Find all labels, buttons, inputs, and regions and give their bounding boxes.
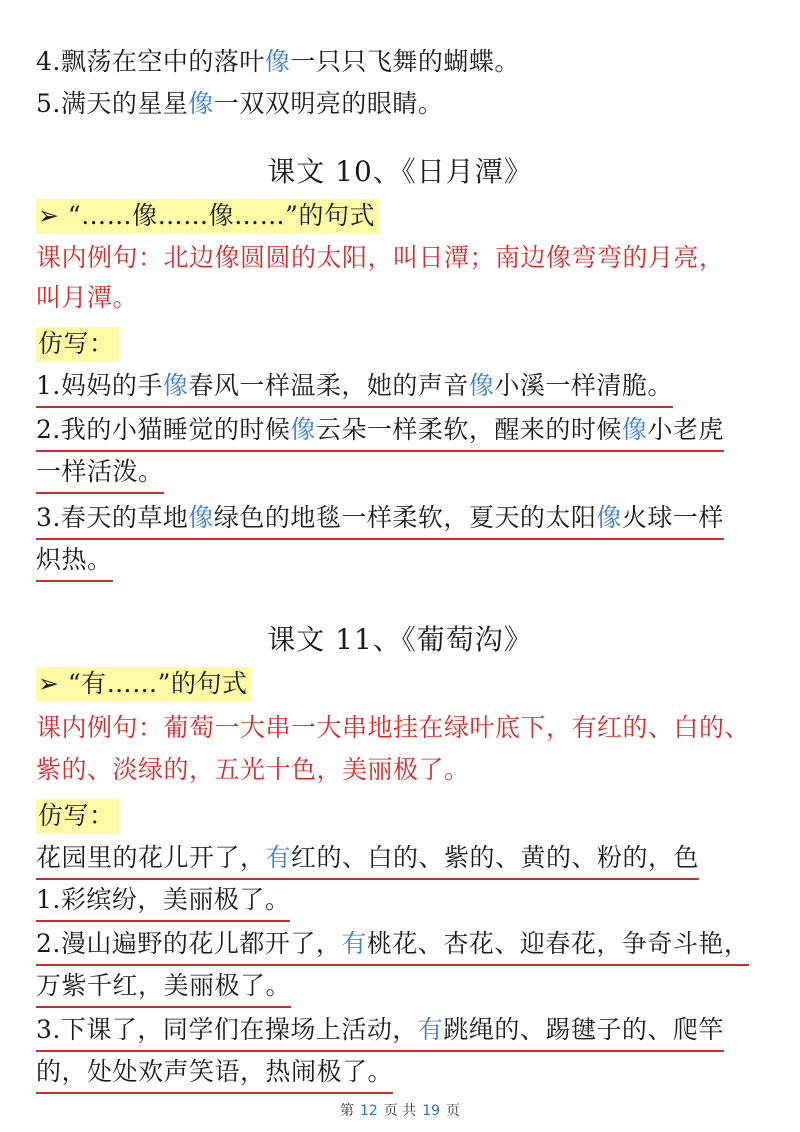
- sentence-5: [36, 86, 764, 122]
- lesson-11-imitate-label: [36, 798, 764, 834]
- lesson-10-pattern: [36, 198, 764, 234]
- lesson-10-title: 课文 10、《日月潭》: [267, 155, 533, 188]
- sentence-text: 3.下课了，同学们在操场上活动，: [36, 1015, 418, 1044]
- footer-text: 第: [339, 1103, 354, 1119]
- sentence-text: 一样活泼。: [36, 454, 164, 494]
- sentence-text: 桃花、杏花、迎春花，争奇斗艳，: [366, 929, 750, 958]
- sentence-text: 跳绳的、踢毽子的、爬竿: [443, 1015, 724, 1044]
- lesson-11-example-line-2: 紫的、淡绿的，五光十色，美丽极了。: [36, 755, 470, 784]
- sentence-4: [36, 44, 764, 80]
- sentence-text: 小溪一样清脆。: [494, 371, 673, 400]
- keyword: 像: [596, 503, 622, 532]
- sentence-text: 1.妈妈的手: [36, 371, 163, 400]
- lesson-10-example-line-2: 叫月潭。: [36, 283, 139, 312]
- lesson-10-imitate-label: [36, 326, 764, 362]
- total-pages: 19: [422, 1103, 441, 1119]
- keyword: 像: [468, 371, 495, 400]
- keyword: 像: [162, 371, 189, 400]
- keyword: 像: [264, 47, 291, 76]
- lesson-10-sentence-3-line-2: [36, 542, 764, 582]
- footer-text: 页 共: [383, 1103, 417, 1119]
- lesson-10-sentence-1: [36, 368, 764, 408]
- keyword: 像: [290, 415, 316, 444]
- lesson-11-sentence-3-line-1: [36, 1012, 764, 1052]
- lesson-11-sentence-0: [36, 840, 764, 880]
- page-footer: [0, 1100, 800, 1120]
- sentence-text: 2.我的小猫睡觉的时候: [36, 415, 291, 444]
- sentence-text: 万紫千红，美丽极了。: [36, 968, 291, 1008]
- sentence-text: 一只只飞舞的蝴蝶。: [290, 47, 520, 76]
- page-number: 12: [359, 1103, 378, 1119]
- lesson-11-sentence-2-line-2: [36, 968, 764, 1008]
- lesson-11-title: 课文 11、《葡萄沟》: [267, 623, 533, 656]
- sentence-text: 炽热。: [36, 542, 113, 582]
- sentence-text: 花园里的花儿开了，: [36, 843, 266, 872]
- sentence-text: 火球一样: [621, 503, 724, 532]
- sentence-text: 小老虎: [647, 415, 724, 444]
- lesson-10-sentence-2-line-2: [36, 454, 764, 494]
- lesson-10-sentence-2-line-1: [36, 412, 764, 452]
- imitate-label: 仿写：: [36, 327, 119, 362]
- sentence-text: 红的、白的、紫的、黄的、粉的，色: [291, 843, 700, 872]
- keyword: 像: [188, 503, 214, 532]
- sentence-text: 1.彩缤纷，美丽极了。: [36, 882, 290, 922]
- lesson-11-pattern: [36, 666, 764, 702]
- lesson-11-sentence-1: [36, 882, 764, 922]
- sentence-text: 2.漫山遍野的花儿都开了，: [36, 929, 342, 958]
- sentence-text: 的，处处欢声笑语，热闹极了。: [36, 1054, 393, 1094]
- sentence-text: 5.满天的星星: [36, 89, 189, 118]
- keyword: 有: [341, 929, 367, 958]
- sentence-text: 一双双明亮的眼睛。: [213, 89, 444, 118]
- lesson-11-sentence-3-line-2: [36, 1054, 764, 1094]
- sentence-text: 春风一样温柔，她的声音: [188, 371, 469, 400]
- keyword: 有: [265, 843, 292, 872]
- sentence-text: 4.飘荡在空中的落叶: [36, 47, 265, 76]
- sentence-text: 云朵一样柔软，醒来的时候: [315, 415, 622, 444]
- lesson-11-sentence-2-line-1: [36, 926, 764, 966]
- lesson-10-sentence-3-line-1: [36, 500, 764, 540]
- pattern-heading: ➢ “有……”的句式: [36, 667, 251, 702]
- keyword: 有: [417, 1015, 444, 1044]
- keyword: 像: [621, 415, 648, 444]
- footer-text: 页: [446, 1103, 461, 1119]
- pattern-heading: ➢ “……像……像……”的句式: [36, 199, 379, 234]
- sentence-text: 绿色的地毯一样柔软，夏天的太阳: [213, 503, 597, 532]
- lesson-10-example-line-1: 课内例句：北边像圆圆的太阳，叫日潭；南边像弯弯的月亮，: [36, 243, 725, 272]
- imitate-label: 仿写：: [36, 799, 119, 834]
- keyword: 像: [188, 89, 214, 118]
- lesson-11-example-line-1: 课内例句：葡萄一大串一大串地挂在绿叶底下，有红的、白的、: [36, 713, 751, 742]
- sentence-text: 3.春天的草地: [36, 503, 189, 532]
